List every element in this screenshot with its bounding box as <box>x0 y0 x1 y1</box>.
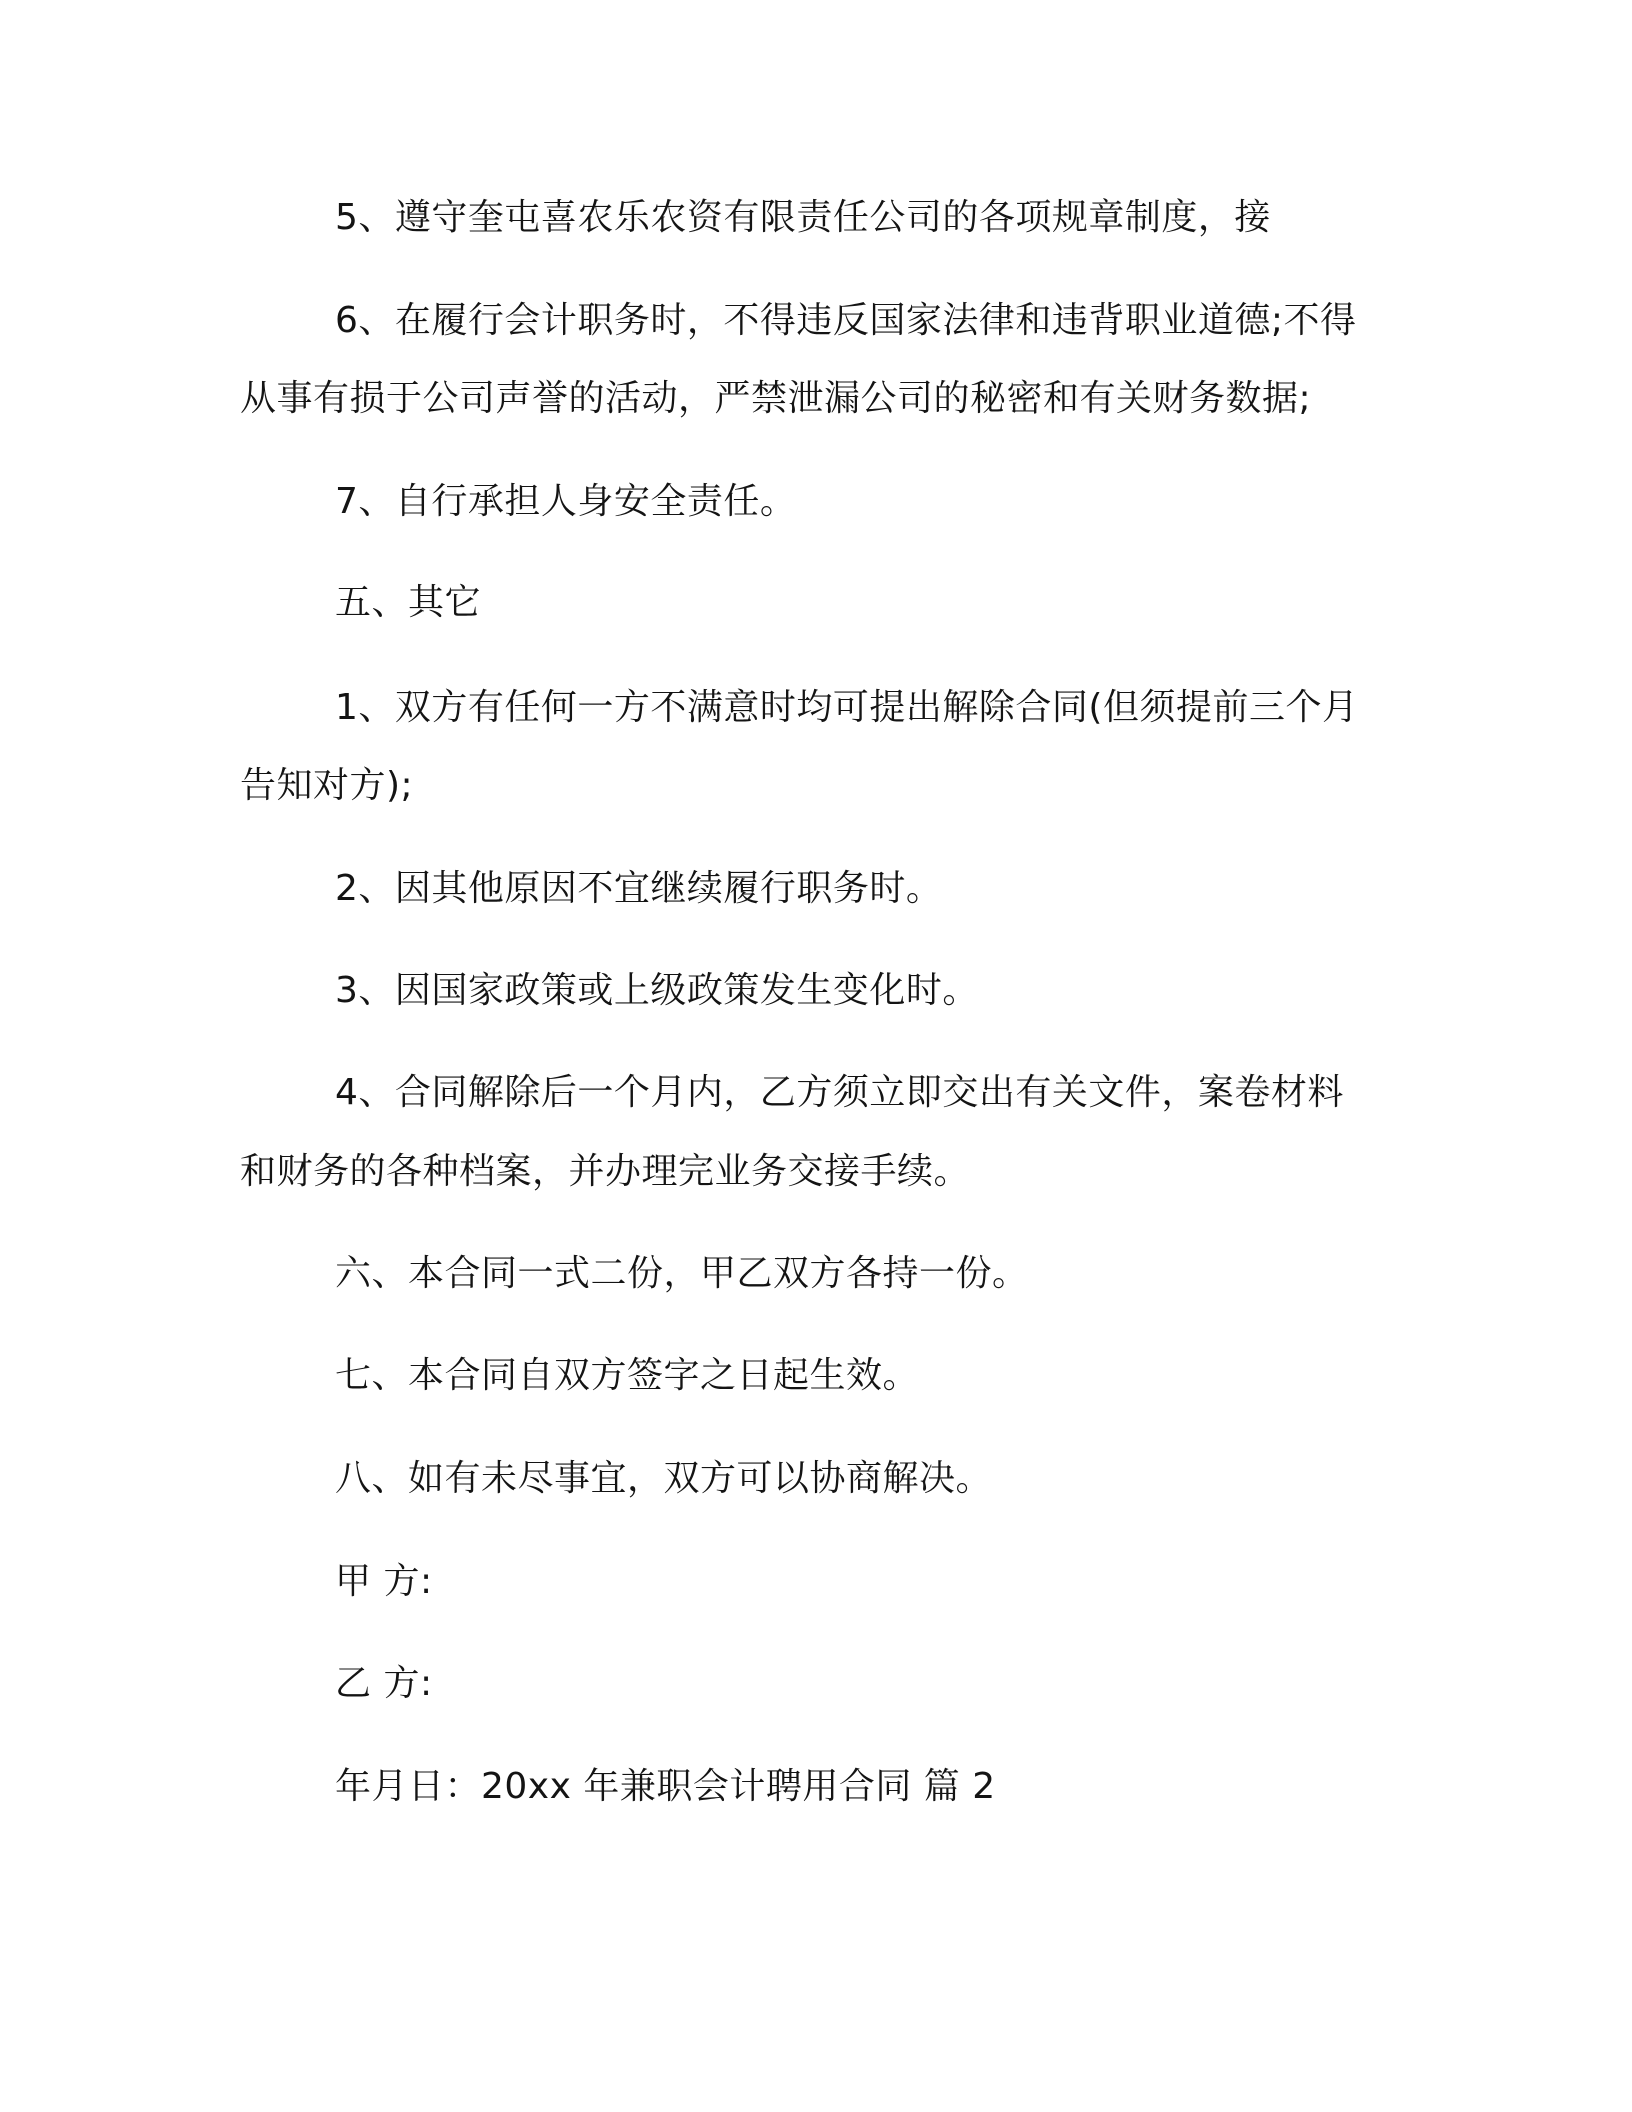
clause-7: 7、自行承担人身安全责任。 <box>335 481 797 522</box>
clause-6-line-1: 6、在履行会计职务时，不得违反国家法律和违背职业道德;不得 <box>335 300 1357 341</box>
party-a-signature-label: 甲 方: <box>335 1561 433 1602</box>
section-6: 六、本合同一式二份，甲乙双方各持一份。 <box>335 1253 1029 1294</box>
other-clause-4-line-2: 和财务的各种档案，并办理完业务交接手续。 <box>240 1151 971 1192</box>
clause-5: 5、遵守奎屯喜农乐农资有限责任公司的各项规章制度，接 <box>335 197 1271 238</box>
other-clause-1-line-1: 1、双方有任何一方不满意时均可提出解除合同(但须提前三个月 <box>335 687 1359 728</box>
other-clause-1-line-2: 告知对方); <box>240 765 414 806</box>
section-7: 七、本合同自双方签字之日起生效。 <box>335 1355 920 1396</box>
party-b-signature-label: 乙 方: <box>335 1663 433 1704</box>
date-and-next-title: 年月日：20xx 年兼职会计聘用合同 篇 2 <box>335 1766 996 1807</box>
section-5-heading: 五、其它 <box>335 582 482 623</box>
section-8: 八、如有未尽事宜，双方可以协商解决。 <box>335 1458 993 1499</box>
other-clause-2: 2、因其他原因不宜继续履行职务时。 <box>335 868 943 909</box>
other-clause-4-line-1: 4、合同解除后一个月内，乙方须立即交出有关文件，案卷材料 <box>335 1072 1344 1113</box>
clause-6-line-2: 从事有损于公司声誉的活动，严禁泄漏公司的秘密和有关财务数据; <box>240 378 1312 419</box>
other-clause-3: 3、因国家政策或上级政策发生变化时。 <box>335 970 979 1011</box>
